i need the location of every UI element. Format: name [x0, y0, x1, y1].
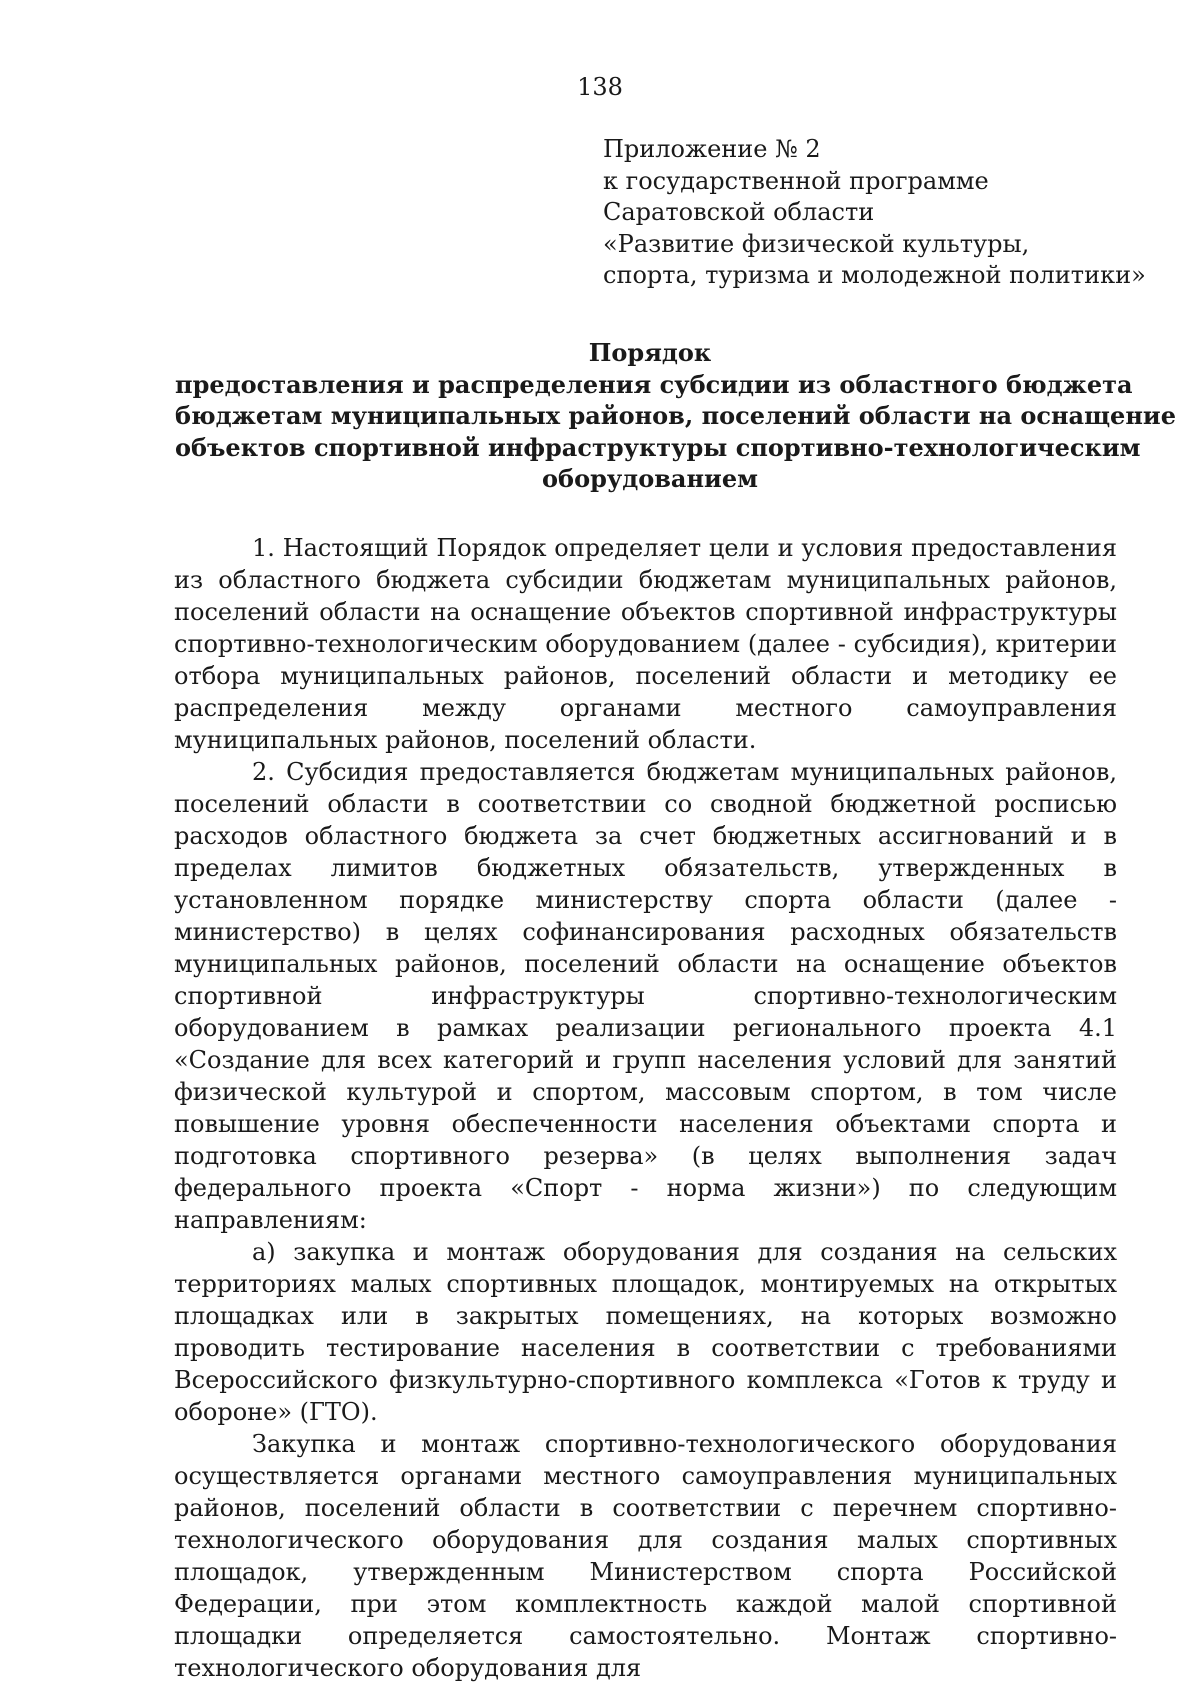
title-line: объектов спортивной инфраструктуры спортивно-технологическим: [175, 432, 1141, 462]
page-number: 138: [577, 73, 623, 101]
appendix-line: «Развитие физической культуры,: [603, 229, 1030, 258]
title-line: Порядок: [588, 338, 712, 367]
title-line: бюджетам муниципальных районов, поселений области на оснащение: [175, 401, 1176, 430]
title-line: предоставления и распределения субсидии из областного бюджета: [175, 369, 1133, 399]
appendix-line: Приложение № 2: [603, 135, 821, 163]
appendix-line: к государственной программе: [603, 166, 989, 195]
paragraph: а) закупка и монтаж оборудования для создания на сельских территориях малых спортивных площадок, монтируемых на открытых площадках или в закрытых помещениях, на которых возможно проводить тестирование населения в соответствии с требованиями Всероссийского физкультурно-спортивного комплекса «Готов к труду и обороне» (ГТО).: [174, 1238, 1117, 1426]
title-line: оборудованием: [542, 464, 758, 493]
paragraph: 1. Настоящий Порядок определяет цели и условия предоставления из областного бюджета субсидии бюджетам муниципальных районов, поселений области на оснащение объектов спортивной инфраструктуры спортивно-технологическим оборудованием (далее - субсидия), критерии отбора муниципальных районов, поселений области и методику ее распределения между органами местного самоуправления муниципальных районов, поселений области.: [174, 534, 1117, 754]
document-body: [174, 532, 1117, 1684]
paragraph: 2. Субсидия предоставляется бюджетам муниципальных районов, поселений области в соответствии со сводной бюджетной росписью расходов областного бюджета за счет бюджетных ассигнований и в пределах лимитов бюджетных обязательств, утвержденных в установленном порядке министерству спорта области (далее - министерство) в целях софинансирования расходных обязательств муниципальных районов, поселений области на оснащение объектов спортивной инфраструктуры спортивно-технологическим оборудованием в рамках реализации регионального проекта 4.1 «Создание для всех категорий и групп населения условий для занятий физической культурой и спортом, массовым спортом, в том числе повышение уровня обеспеченности населения объектами спорта и подготовка спортивного резерва» (в целях выполнения задач федерального проекта «Спорт - норма жизни») по следующим направлениям:: [174, 758, 1117, 1234]
appendix-block: [603, 134, 1163, 292]
paragraph: Закупка и монтаж спортивно-технологического оборудования осуществляется органами местного самоуправления муниципальных районов, поселений области в соответствии с перечнем спортивно-технологического оборудования для создания малых спортивных площадок, утвержденным Министерством спорта Российской Федерации, при этом комплектность каждой малой спортивной площадки определяется самостоятельно. Монтаж спортивно-технологического оборудования для: [174, 1430, 1117, 1682]
appendix-line: спорта, туризма и молодежной политики»: [603, 261, 1146, 289]
appendix-line: Саратовской области: [603, 198, 875, 226]
document-title: [175, 337, 1176, 495]
